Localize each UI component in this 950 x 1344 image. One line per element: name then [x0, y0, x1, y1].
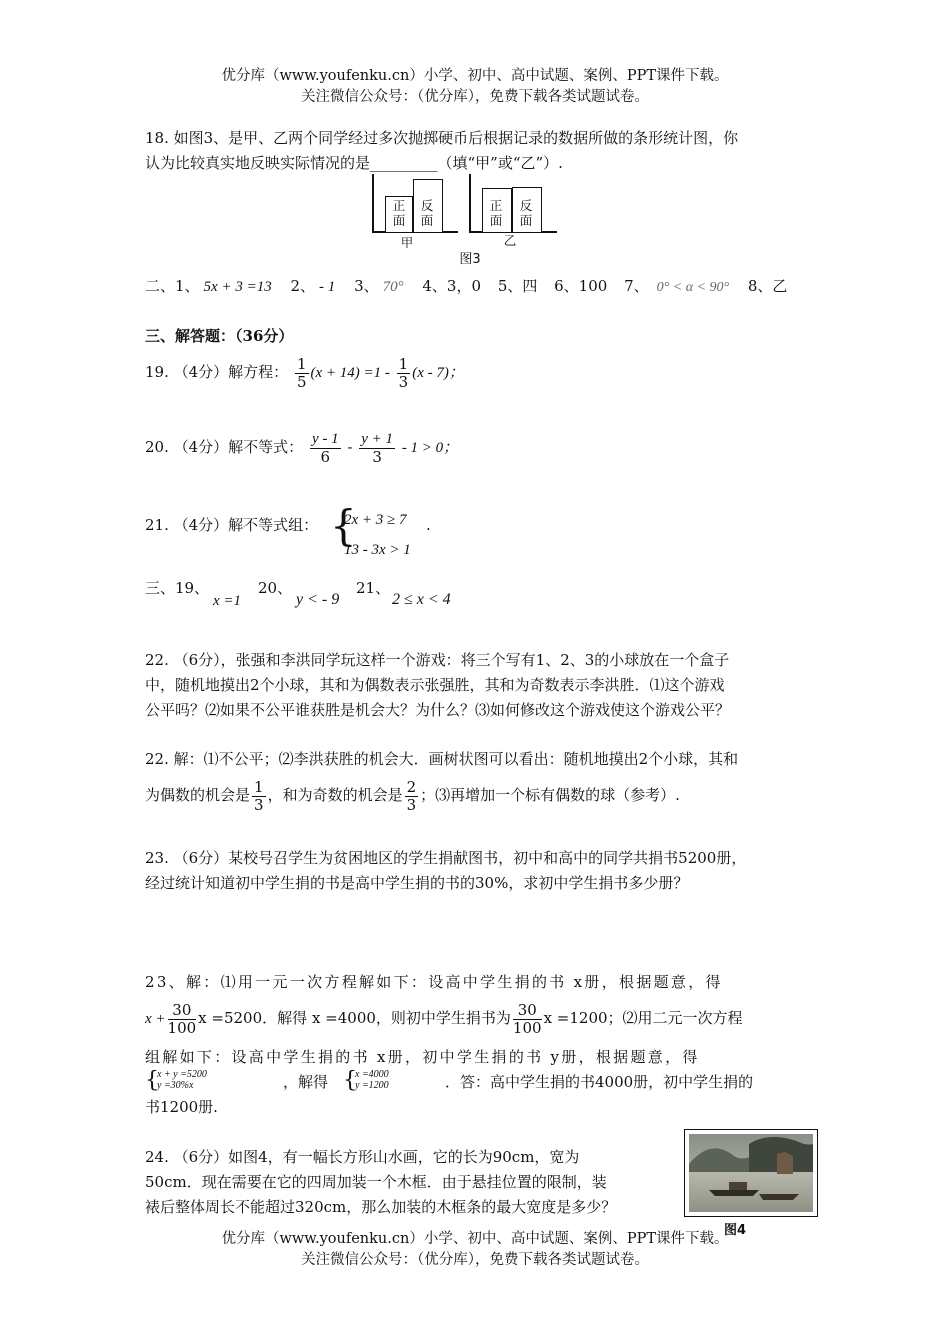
answers-part-2: 二、1、 5x + 3 =13 2、 - 1 3、 70° 4、3，0 5、四 6、100 7、 0° < α < 90° 8、乙 — [145, 277, 788, 295]
header-line-1: 优分库（www.youfenku.cn）小学、初中、高中试题、案例、PPT课件下载。 — [221, 68, 729, 84]
figure-3-caption: 图3 — [459, 252, 481, 267]
bar-label-zheng-1: 正 — [392, 198, 406, 213]
answer-20-index: 20、 — [258, 579, 293, 597]
bar-label-zheng-2: 正 — [489, 198, 503, 213]
header-line-2: 关注微信公众号：（优分库），免费下载各类试题试卷。 — [301, 89, 649, 105]
q23-line-1: 23. （6分）某校号召学生为贫困地区的学生捐献图书，初中和高中的同学共捐书5200册， — [145, 849, 747, 867]
q21-brace-icon: { — [330, 501, 357, 550]
footer-line-2: 关注微信公众号：（优分库），免费下载各类试题试卷。 — [301, 1252, 649, 1268]
q21-row-1: 2x + 3 ≥ 7 — [344, 512, 407, 528]
q22-line-1: 22. （6分），张强和李洪同学玩这样一个游戏：将三个写有1、2、3的小球放在一个盒子 — [145, 651, 730, 669]
answer-21-index: 21、 — [356, 579, 391, 597]
sys2-brace-icon: { — [343, 1068, 357, 1093]
q24-line-1: 24. （6分）如图4，有一幅长方形山水画，它的长为90cm，宽为 — [145, 1148, 580, 1166]
q22-line-2: 中，随机地摸出2个小球，其和为偶数表示张强胜，其和为奇数表示李洪胜．⑴这个游戏 — [145, 676, 725, 694]
figure-4-caption: 图4 — [724, 1223, 747, 1238]
axis-y-yi — [469, 174, 471, 232]
bar-label-mian-3: 面 — [489, 213, 503, 228]
q20: 20. （4分）解不等式： $\frac{y - 1}{6}$ - $\frac{y + 1}{3}$ - 1 > 0； — [145, 430, 459, 466]
axis-y-jia — [372, 174, 374, 232]
q24-line-3: 裱后整体周长不能超过320cm，那么加装的木框条的最大宽度是多少？ — [145, 1198, 617, 1216]
q21-label: 21. （4分）解不等式组： — [145, 516, 319, 534]
sys1-brace-icon: { — [145, 1068, 159, 1093]
bar-label-fan-2: 反 — [519, 198, 533, 213]
q18-line-1: 18. 如图3、是甲、乙两个同学经过多次抛掷硬币后根据记录的数据所做的条形统计图，你 — [145, 129, 739, 147]
a23-line-1: 23、解：⑴用一元一次方程解如下：设高中学生捐的书 x册，根据题意，得 — [145, 973, 723, 991]
bar-label-mian-4: 面 — [519, 213, 533, 228]
figure-4-painting — [684, 1129, 818, 1217]
footer-line-1: 优分库（www.youfenku.cn）小学、初中、高中试题、案例、PPT课件下载。 — [221, 1231, 729, 1247]
q22-line-3: 公平吗？⑵如果不公平谁获胜是机会大？为什么？⑶如何修改这个游戏使这个游戏公平？ — [145, 701, 731, 719]
figure-3-chart — [368, 172, 563, 267]
a23-line-3: 组解如下：设高中学生捐的书 x册，初中学生捐的书 y册，根据题意，得 — [145, 1048, 700, 1066]
a22-line-1: 22. 解：⑴不公平；⑵李洪获胜的机会大．画树状图可以看出：随机地摸出2个小球，其和 — [145, 750, 739, 768]
answer-19: x =1 — [213, 593, 242, 609]
q24-line-2: 50cm．现在需要在它的四周加装一个木框．由于悬挂位置的限制，装 — [145, 1173, 607, 1191]
answers-3-prefix: 三、19、 — [145, 579, 210, 597]
a23-line-5: 书1200册. — [145, 1098, 218, 1116]
section-3-title: 三、解答题：（36分） — [145, 327, 294, 345]
q21-row-2: 13 - 3x > 1 — [344, 542, 411, 558]
q19: 19. （4分）解方程： $\frac{1}{5}$ (x + 14) =1 - $\frac{1}{3}$ (x - 7)； — [145, 354, 464, 391]
a22-line-2: 为偶数的机会是 $\frac{1}{3}$ ，和为奇数的机会是 $\frac{2}{3}$ ；⑶再增加一个标有偶数的球（参考）. — [145, 777, 680, 814]
q23-line-2: 经过统计知道初中学生捐的书是高中学生捐的书的30%，求初中学生捐书多少册？ — [145, 874, 689, 892]
bar-label-mian-1: 面 — [392, 213, 406, 228]
answer-21: 2 ≤ x < 4 — [392, 591, 451, 608]
landscape-image — [689, 1134, 813, 1212]
q18-line-2: 认为比较真实地反映实际情况的是_________（填“甲”或“乙”）. — [145, 154, 563, 172]
bar-label-mian-2: 面 — [420, 213, 434, 228]
group-label-jia: 甲 — [400, 235, 414, 250]
bar-label-fan-1: 反 — [420, 198, 434, 213]
q21-end: . — [426, 516, 431, 534]
group-label-yi: 乙 — [503, 233, 517, 248]
answer-20: y < - 9 — [296, 591, 340, 608]
a23-line-2: x + $\frac{30}{100}$ x =5200．解得 x =4000，则初中学生捐书为 $\frac{30}{100}$ x =1200；⑵用二元一次方程 — [145, 1000, 743, 1037]
